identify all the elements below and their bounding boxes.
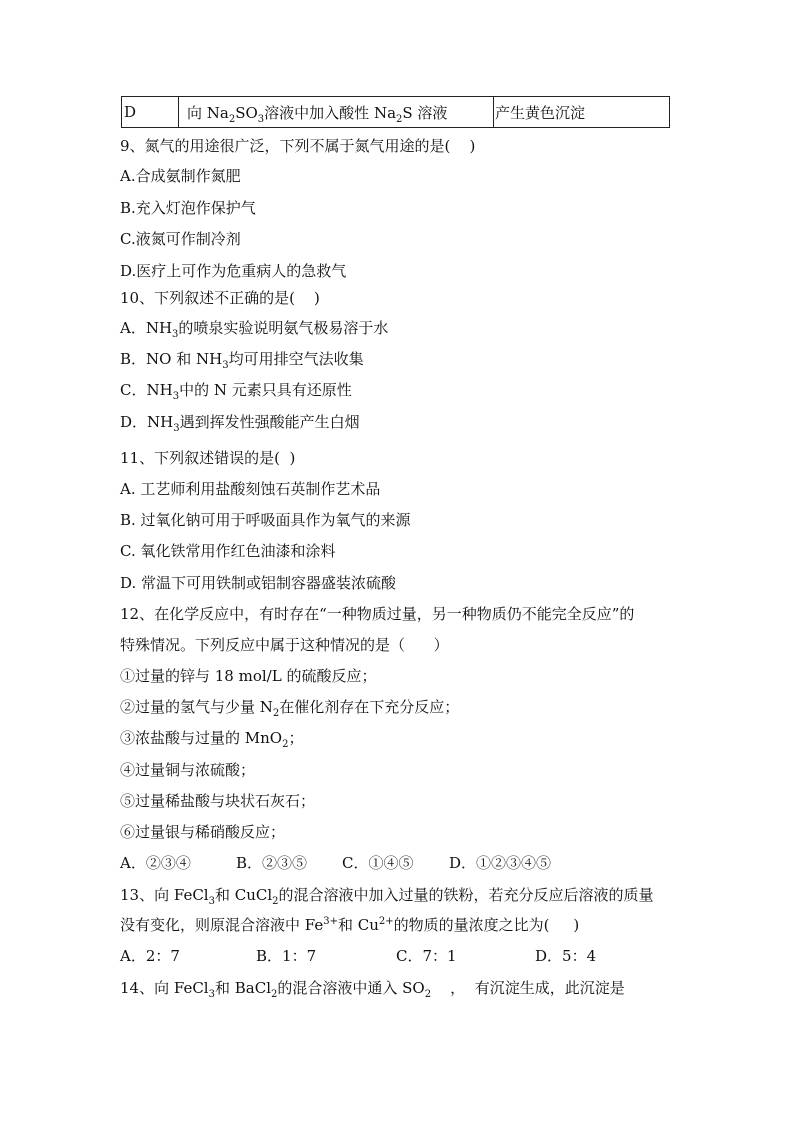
text-line-q12-i2: ②过量的氢气与少量 $N_2$在催化剂存在下充分反应； xyxy=(120,698,460,719)
text-line-q11-b: B. 过氧化钠可用于呼吸面具作为氧气的来源 xyxy=(120,511,411,529)
text-line-q12-i1: ①过量的锌与 18 mol/L 的硫酸反应； xyxy=(120,667,377,685)
text-line-q13-2: 没有变化，则原混合溶液中 $Fe^{3+}$和 $Cu^{2+}$的物质的量浓度之比为( ) xyxy=(120,916,580,934)
text-line-q12-i4: ④过量铜与浓硫酸； xyxy=(120,761,256,779)
q13opts-option-2: C．7：1 xyxy=(396,947,457,965)
text-line-q10: 10、下列叙述不正确的是( ) xyxy=(120,289,320,307)
table-cell-label: D xyxy=(122,97,179,128)
q13opts-option-1: B．1：7 xyxy=(256,947,317,965)
text-line-q9-a: A.合成氨制作氮肥 xyxy=(120,167,241,185)
answer-table xyxy=(121,96,670,128)
text-line-q9: 9、氮气的用途很广泛，下列不属于氮气用途的是( ) xyxy=(120,137,476,155)
table-cell-action: 向 $Na_2SO_3$溶液中加入酸性 $Na_2S$ 溶液 xyxy=(179,97,494,128)
text-line-q11-d: D. 常温下可用铁制或铝制容器盛装浓硫酸 xyxy=(120,574,397,592)
q12opts-option-1: B．②③⑤ xyxy=(236,854,308,872)
text-line-q11-c: C. 氧化铁常用作红色油漆和涂料 xyxy=(120,542,336,560)
q12opts-option-2: C．①④⑤ xyxy=(342,854,414,872)
q12opts-option-0: A．②③④ xyxy=(120,854,191,872)
text-line-q12-i6: ⑥过量银与稀硝酸反应； xyxy=(120,823,286,841)
text-line-q12-2: 特殊情况。下列反应中属于这种情况的是（ ） xyxy=(120,636,449,654)
text-line-q10-b: B．NO 和 $NH_3$均可用排空气法收集 xyxy=(120,350,364,371)
text-line-q10-a: A．$NH_3$的喷泉实验说明氨气极易溶于水 xyxy=(120,319,389,340)
text-line-q12-i5: ⑤过量稀盐酸与块状石灰石； xyxy=(120,792,316,810)
text-line-q9-b: B.充入灯泡作保护气 xyxy=(120,199,256,217)
text-line-q10-d: D．$NH_3$遇到挥发性强酸能产生白烟 xyxy=(120,413,360,434)
text-line-q13: 13、向 FeCl$_3$和 CuCl$_2$的混合溶液中加入过量的铁粉，若充分反应后溶液的质量 xyxy=(120,886,654,907)
table-cell-result: 产生黄色沉淀 xyxy=(494,97,670,128)
text-line-q9-d: D.医疗上可作为危重病人的急救气 xyxy=(120,262,347,280)
q13opts-option-3: D．5：4 xyxy=(535,947,597,965)
text-line-q11-a: A. 工艺师利用盐酸刻蚀石英制作艺术品 xyxy=(120,480,381,498)
q13opts-option-0: A．2：7 xyxy=(120,947,180,965)
text-line-q12: 12、在化学反应中，有时存在“一种物质过量，另一种物质仍不能完全反应”的 xyxy=(120,605,635,623)
text-line-q10-c: C．$NH_3$中的 N 元素只具有还原性 xyxy=(120,381,352,402)
text-line-q12-i3: ③浓盐酸与过量的 MnO$_2$； xyxy=(120,729,304,750)
text-line-q9-c: C.液氮可作制冷剂 xyxy=(120,230,241,248)
text-line-q11: 11、下列叙述错误的是( ) xyxy=(120,449,296,467)
q12opts-option-3: D．①②③④⑤ xyxy=(449,854,552,872)
table-row xyxy=(122,97,670,128)
text-line-q14: 14、向 FeCl$_3$和 BaCl$_2$的混合溶液中通入 $SO_2$ ， 有沉淀生成，此沉淀是 xyxy=(120,979,625,1000)
